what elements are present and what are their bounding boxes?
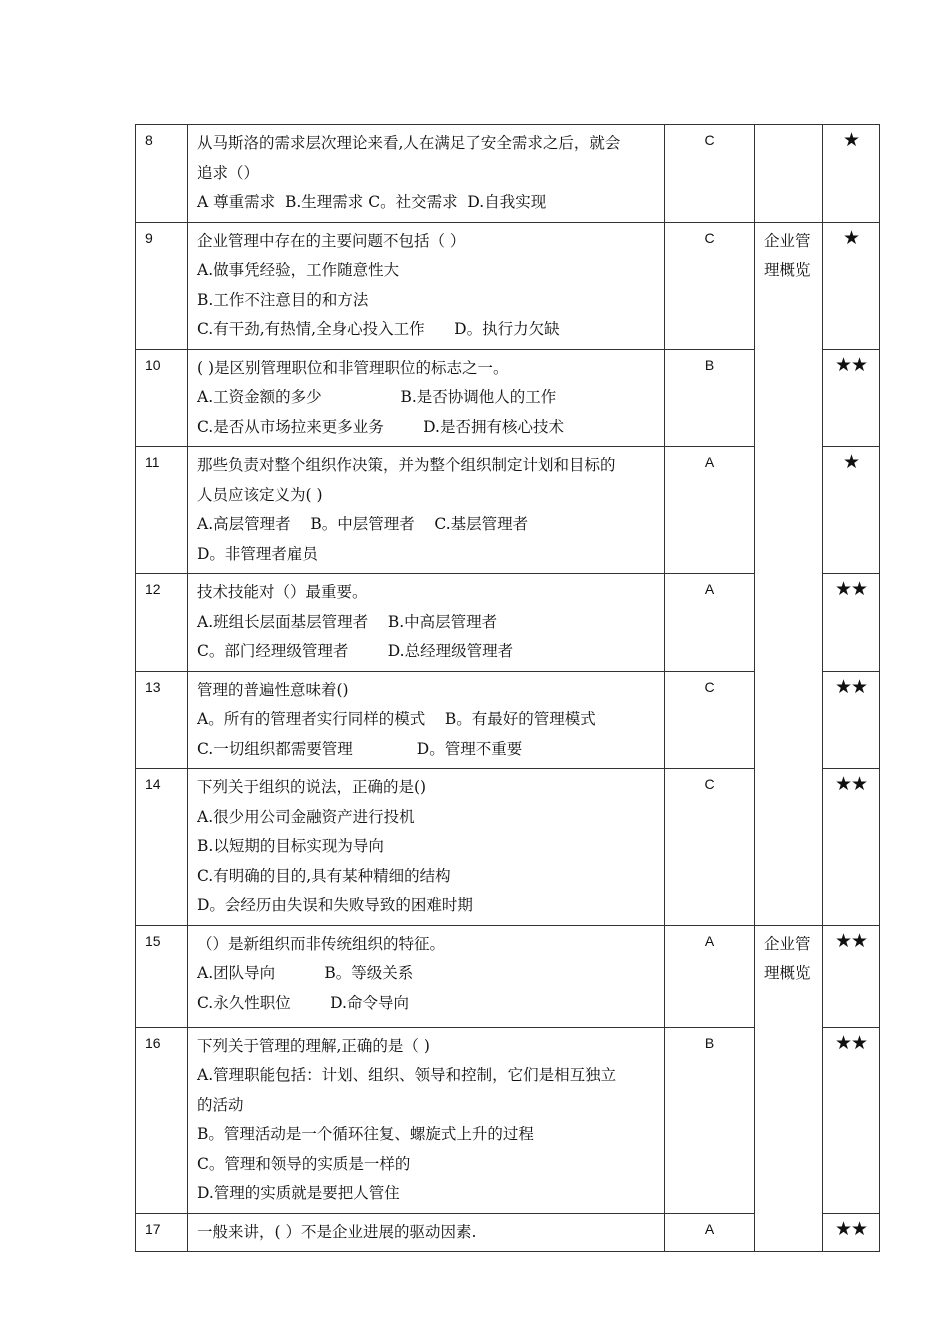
- difficulty-stars: ★★: [823, 671, 880, 769]
- answer-cell: C: [665, 125, 755, 223]
- question-line: A.做事凭经验，工作随意性大: [197, 261, 400, 279]
- question-number: 9: [136, 222, 188, 349]
- difficulty-stars: ★★: [823, 925, 880, 1027]
- question-line: C。管理和领导的实质是一样的: [197, 1154, 411, 1173]
- question-line: C.是否从市场拉来更多业务 D.是否拥有核心技术: [197, 417, 564, 436]
- difficulty-stars: ★★: [823, 349, 880, 447]
- question-number: 15: [136, 925, 188, 1027]
- question-line: 的活动: [197, 1095, 244, 1114]
- question-number: 10: [136, 349, 188, 447]
- question-text: [188, 349, 665, 447]
- difficulty-stars: ★★: [823, 1027, 880, 1213]
- difficulty-stars: ★: [823, 222, 880, 349]
- question-line: 下列关于组织的说法，正确的是(): [197, 778, 427, 796]
- difficulty-stars: ★: [823, 447, 880, 574]
- question-line: ( )是区别管理职位和非管理职位的标志之一。: [197, 358, 509, 377]
- table-row: [136, 925, 880, 1027]
- question-line: D.管理的实质就是要把人管住: [197, 1184, 400, 1202]
- question-line: D。会经历由失误和失败导致的困难时期: [197, 896, 473, 914]
- question-table: [135, 124, 880, 1252]
- question-line: 管理的普遍性意味着(): [197, 680, 349, 699]
- category-cell: 企业管理概览: [755, 222, 823, 925]
- question-line: B.以短期的目标实现为导向: [197, 837, 384, 855]
- answer-cell: A: [665, 925, 755, 1027]
- table-row: [136, 125, 880, 223]
- question-text: [188, 447, 665, 574]
- question-text: [188, 671, 665, 769]
- answer-cell: A: [665, 1213, 755, 1252]
- answer-cell: B: [665, 1027, 755, 1213]
- question-line: 技术技能对（）最重要。: [197, 583, 368, 601]
- question-number: 16: [136, 1027, 188, 1213]
- question-text: [188, 574, 665, 672]
- answer-cell: C: [665, 769, 755, 926]
- question-line: 一般来讲，( ）不是企业进展的驱动因素.: [197, 1222, 477, 1241]
- question-line: 那些负责对整个组织作决策，并为整个组织制定计划和目标的: [197, 456, 616, 474]
- question-number: 17: [136, 1213, 188, 1252]
- question-text: [188, 1027, 665, 1213]
- question-number: 14: [136, 769, 188, 926]
- question-line: 下列关于管理的理解,正确的是（ ): [197, 1036, 430, 1055]
- difficulty-stars: ★★: [823, 574, 880, 672]
- question-line: A.很少用公司金融资产进行投机: [197, 807, 415, 826]
- question-line: C.一切组织都需要管理 D。管理不重要: [197, 739, 523, 758]
- answer-cell: A: [665, 447, 755, 574]
- difficulty-stars: ★★: [823, 769, 880, 926]
- difficulty-stars: ★: [823, 125, 880, 223]
- question-text: [188, 769, 665, 926]
- question-line: C。部门经理级管理者 D.总经理级管理者: [197, 642, 514, 660]
- question-line: A 尊重需求 B.生理需求 C。社交需求 D.自我实现: [197, 193, 547, 211]
- question-text: [188, 222, 665, 349]
- answer-cell: C: [665, 222, 755, 349]
- question-text: [188, 1213, 665, 1252]
- question-line: C.有干劲,有热情,全身心投入工作 D。执行力欠缺: [197, 320, 560, 338]
- question-line: A。所有的管理者实行同样的模式 B。有最好的管理模式: [197, 710, 596, 728]
- question-text: [188, 925, 665, 1027]
- table-row: [136, 222, 880, 349]
- question-number: 13: [136, 671, 188, 769]
- question-line: 从马斯洛的需求层次理论来看,人在满足了安全需求之后，就会: [197, 134, 621, 152]
- question-line: A.高层管理者 B。中层管理者 C.基层管理者: [197, 515, 529, 533]
- question-line: B。管理活动是一个循环往复、螺旋式上升的过程: [197, 1125, 534, 1143]
- question-line: A.团队导向 B。等级关系: [197, 964, 414, 982]
- answer-cell: C: [665, 671, 755, 769]
- question-line: C.永久性职位 D.命令导向: [197, 993, 409, 1012]
- question-line: B.工作不注意目的和方法: [197, 290, 369, 309]
- question-line: A.班组长层面基层管理者 B.中高层管理者: [197, 612, 498, 631]
- difficulty-stars: ★★: [823, 1213, 880, 1252]
- question-text: [188, 125, 665, 223]
- question-line: 追求（）: [197, 163, 260, 182]
- question-line: A.工资金额的多少 B.是否协调他人的工作: [197, 388, 557, 406]
- question-line: A.管理职能包括：计划、组织、领导和控制，它们是相互独立: [197, 1066, 617, 1084]
- question-line: C.有明确的目的,具有某种精细的结构: [197, 866, 451, 885]
- answer-cell: B: [665, 349, 755, 447]
- question-line: 人员应该定义为( ): [197, 485, 323, 504]
- question-line: D。非管理者雇员: [197, 544, 318, 563]
- category-cell: [755, 125, 823, 223]
- question-line: 企业管理中存在的主要问题不包括（ ）: [197, 231, 466, 250]
- question-line: （）是新组织而非传统组织的特征。: [197, 934, 446, 953]
- question-number: 12: [136, 574, 188, 672]
- answer-cell: A: [665, 574, 755, 672]
- question-number: 8: [136, 125, 188, 223]
- question-number: 11: [136, 447, 188, 574]
- category-cell: 企业管理概览: [755, 925, 823, 1252]
